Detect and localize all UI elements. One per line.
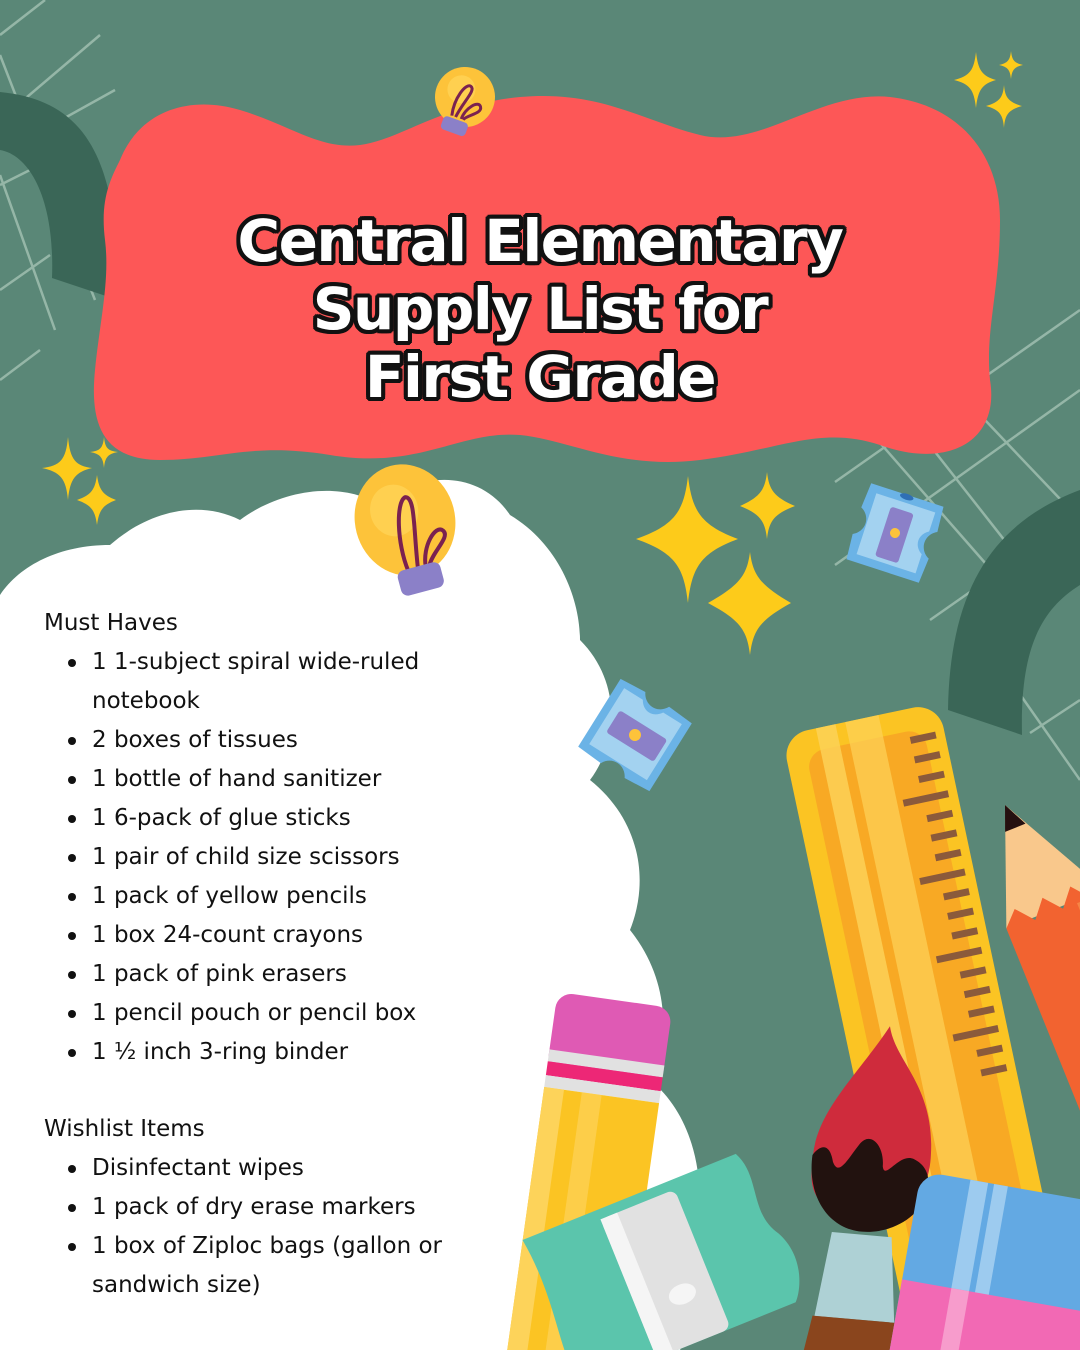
list-item: 1 ½ inch 3-ring binder [92,1033,464,1072]
list-item: 2 boxes of tissues [92,721,464,760]
arc-shape [948,490,1080,735]
list-item: 1 pack of dry erase markers [92,1188,464,1227]
list-item: 1 bottle of hand sanitizer [92,760,464,799]
arc-shape [0,92,118,300]
list-item: 1 box of Ziploc bags (gallon or sandwich size) [92,1227,464,1305]
must-haves-list [44,643,464,1072]
supply-list [44,604,464,1305]
wishlist-list [44,1149,464,1305]
section-heading-must-haves: Must Haves [44,610,178,636]
list-item: 1 box 24-count crayons [92,916,464,955]
title-line-3: First Grade [364,342,716,411]
list-item: 1 pencil pouch or pencil box [92,994,464,1033]
title-line-2: Supply List for [312,274,768,343]
list-item: 1 6-pack of glue sticks [92,799,464,838]
list-item: 1 1-subject spiral wide-ruled notebook [92,643,464,721]
section-spacer [44,1072,464,1110]
list-item: Disinfectant wipes [92,1149,464,1188]
list-item: 1 pack of yellow pencils [92,877,464,916]
list-item: 1 pack of pink erasers [92,955,464,994]
title-line-1: Central Elementary [237,206,843,275]
list-item: 1 pair of child size scissors [92,838,464,877]
section-heading-wishlist: Wishlist Items [44,1116,205,1142]
page-title [200,207,880,411]
